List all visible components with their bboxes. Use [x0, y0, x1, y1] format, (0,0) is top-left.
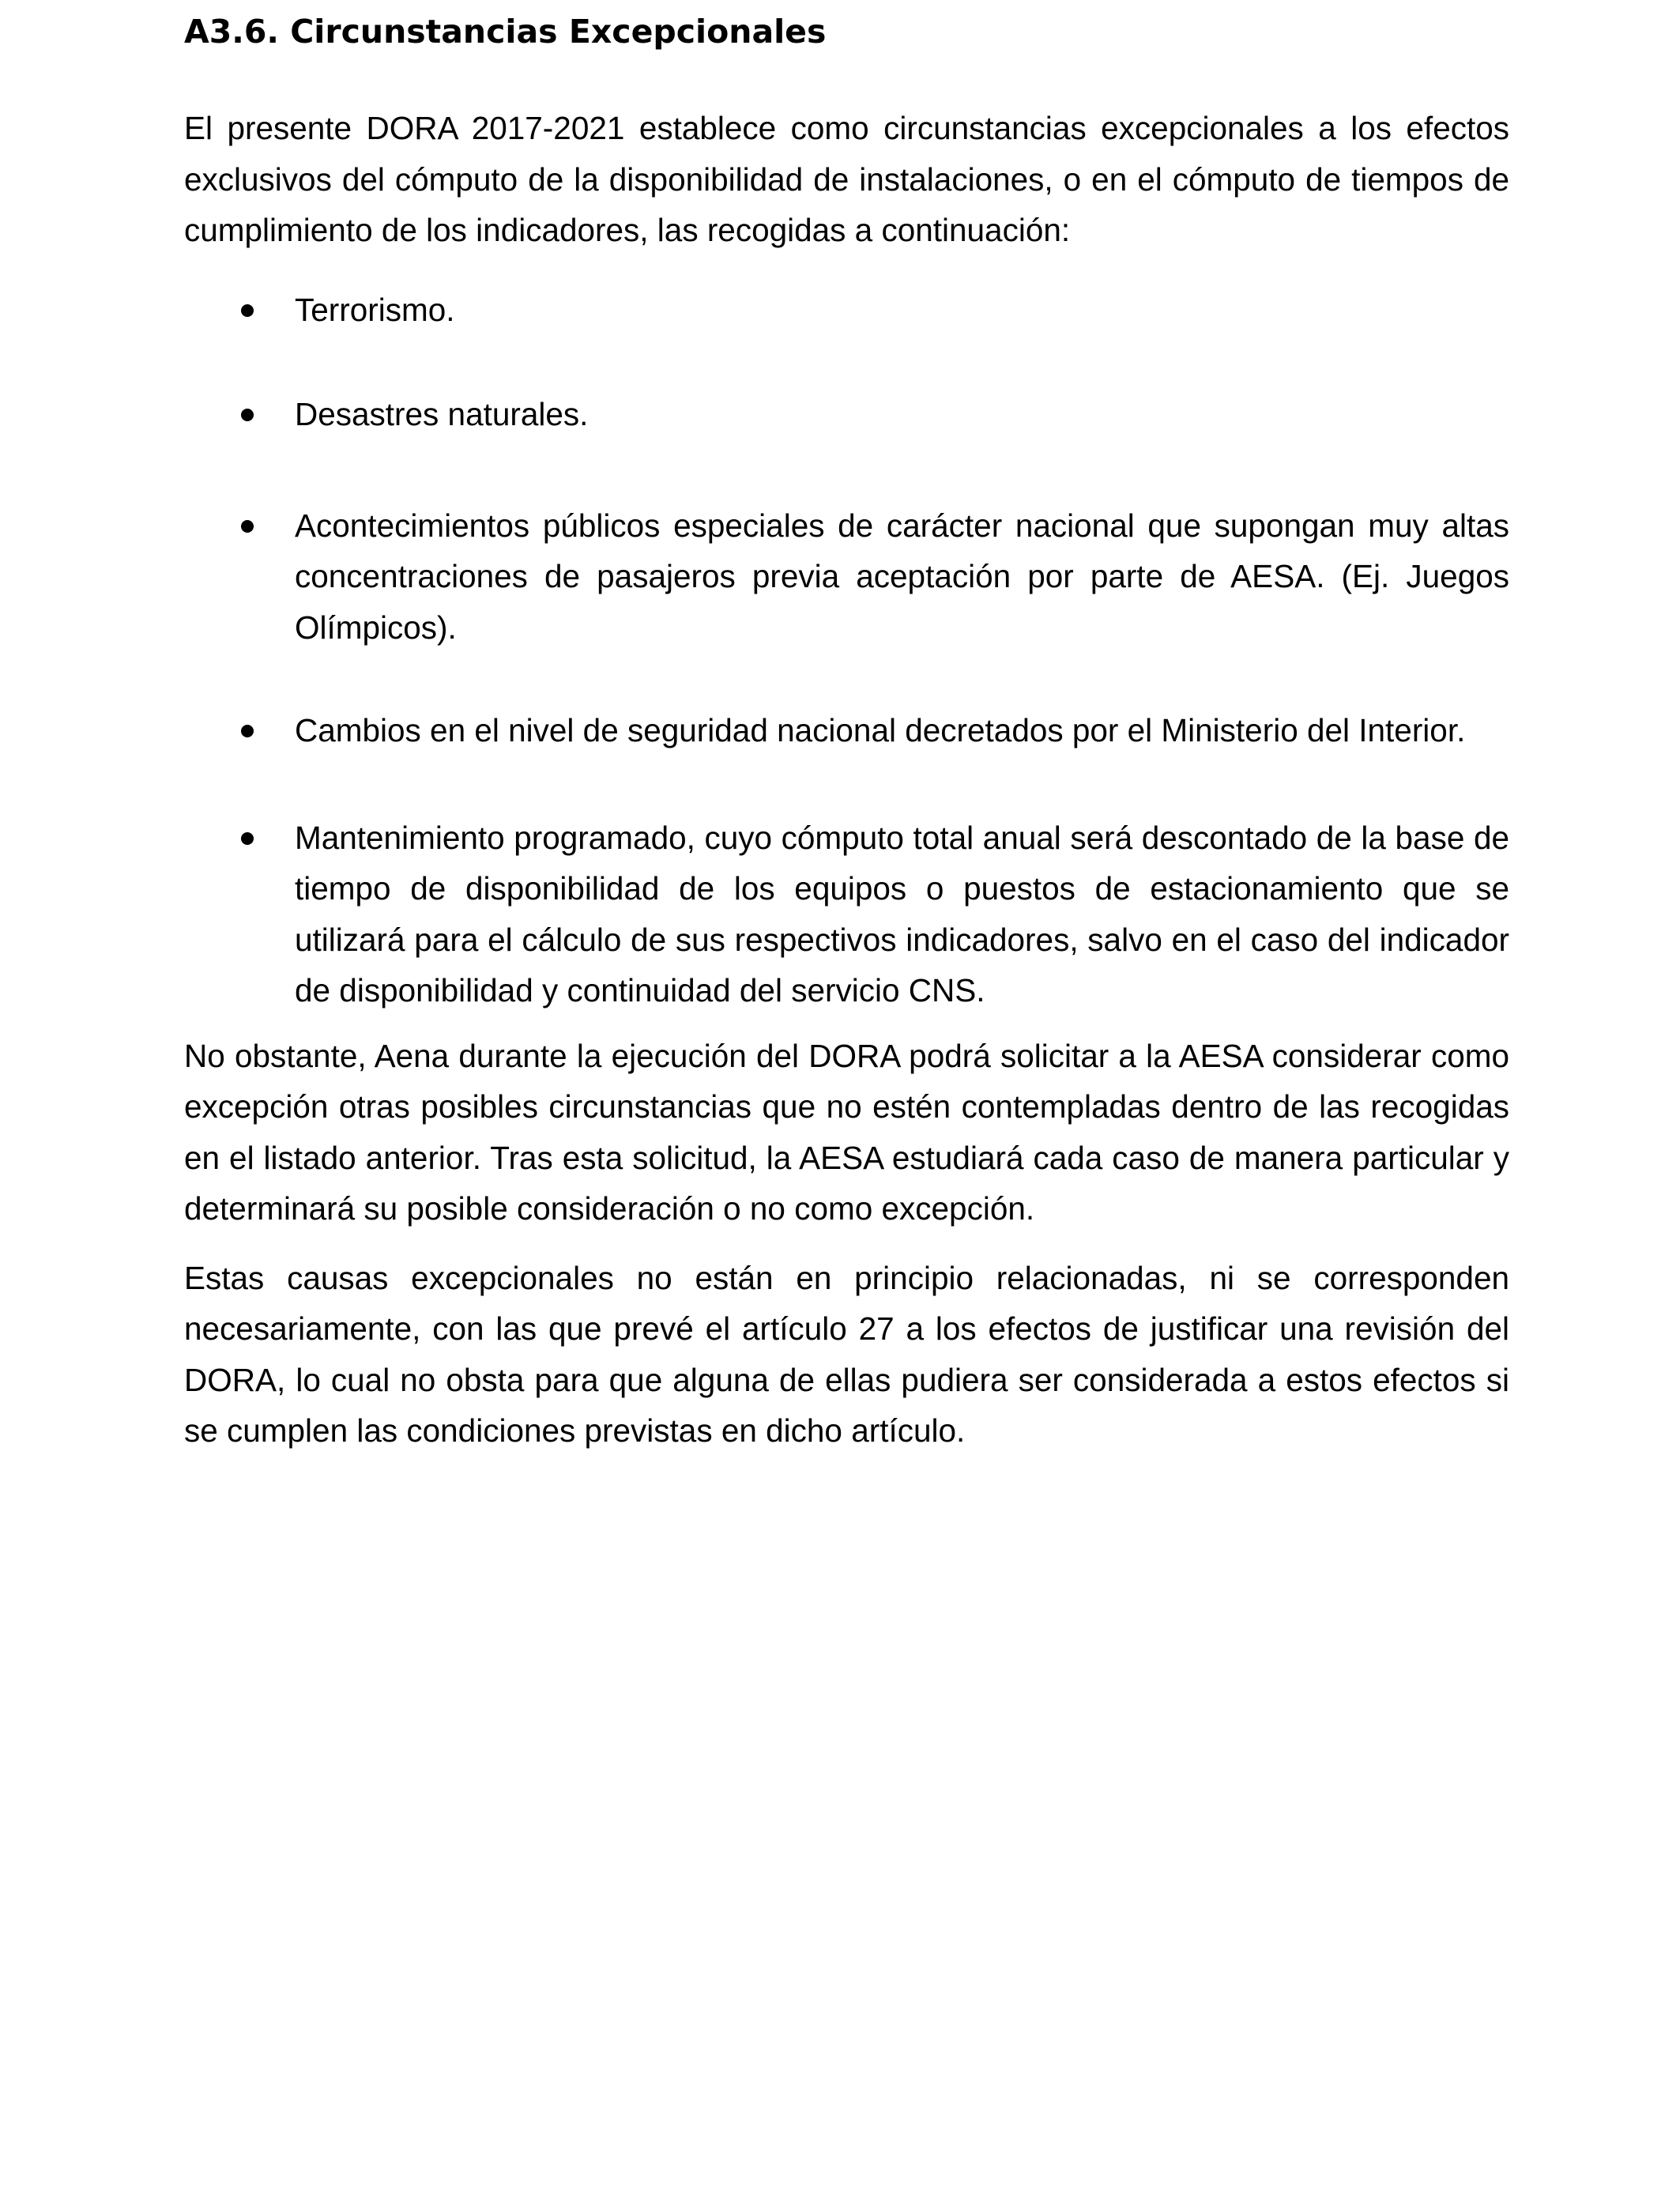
bullet-dot-icon — [241, 520, 254, 533]
intro-paragraph: El presente DORA 2017-2021 establece como circunstancias excepcionales a los efectos exclusivos del cómputo de la disponibilidad de instalaciones, o en el cómputo de tiempos de cumplimiento de los indicadores, las recogidas a continuación: — [184, 110, 1509, 248]
bullet-dot-icon — [241, 832, 254, 845]
relation-article-paragraph: Estas causas excepcionales no están en principio relacionadas, ni se corresponden necesariamente, con las que prevé el artículo 27 a los efectos de justificar una revisión del DORA, lo cual no obsta para que alguna de ellas pudiera ser considerada a estos efectos si se cumplen las condiciones previstas en dicho artículo. — [184, 1259, 1509, 1449]
bullet-dot-icon — [241, 304, 254, 317]
list-item-security-level — [184, 705, 1509, 756]
bullet-dot-icon — [241, 725, 254, 737]
list-item-text: Acontecimientos públicos especiales de carácter nacional que supongan muy altas concentraciones de pasajeros previa aceptación por parte de AESA. (Ej. Juegos Olímpicos). — [295, 507, 1509, 646]
section-heading: A3.6. Circunstancias Excepcionales — [184, 13, 827, 51]
bullet-dot-icon — [241, 409, 254, 421]
list-item-scheduled-maintenance — [184, 812, 1509, 1016]
list-item-text: Cambios en el nivel de seguridad nacional decretados por el Ministerio del Interior. — [295, 712, 1466, 748]
list-item-public-events — [184, 500, 1509, 654]
list-item-natural-disasters — [184, 389, 1509, 440]
list-item-text: Terrorismo. — [295, 291, 455, 328]
exception-request-paragraph: No obstante, Aena durante la ejecución del DORA podrá solicitar a la AESA considerar como excepción otras posibles circunstancias que no estén contempladas dentro de las recogidas en el listado anterior. Tras esta solicitud, la AESA estudiará cada caso de manera particular y determinará su posible consideración o no como excepción. — [184, 1037, 1509, 1227]
list-item-text: Mantenimiento programado, cuyo cómputo total anual será descontado de la base de tiempo de disponibilidad de los equipos o puestos de estacionamiento que se utilizará para el cálculo de sus respectivos indicadores, salvo en el caso del indicador de disponibilidad y continuidad del servicio CNS. — [295, 819, 1509, 1008]
exceptional-circumstances-list — [184, 285, 1509, 1016]
list-item-text: Desastres naturales. — [295, 396, 589, 432]
document-content — [184, 6, 1509, 1457]
list-item-terrorism — [184, 285, 1509, 336]
